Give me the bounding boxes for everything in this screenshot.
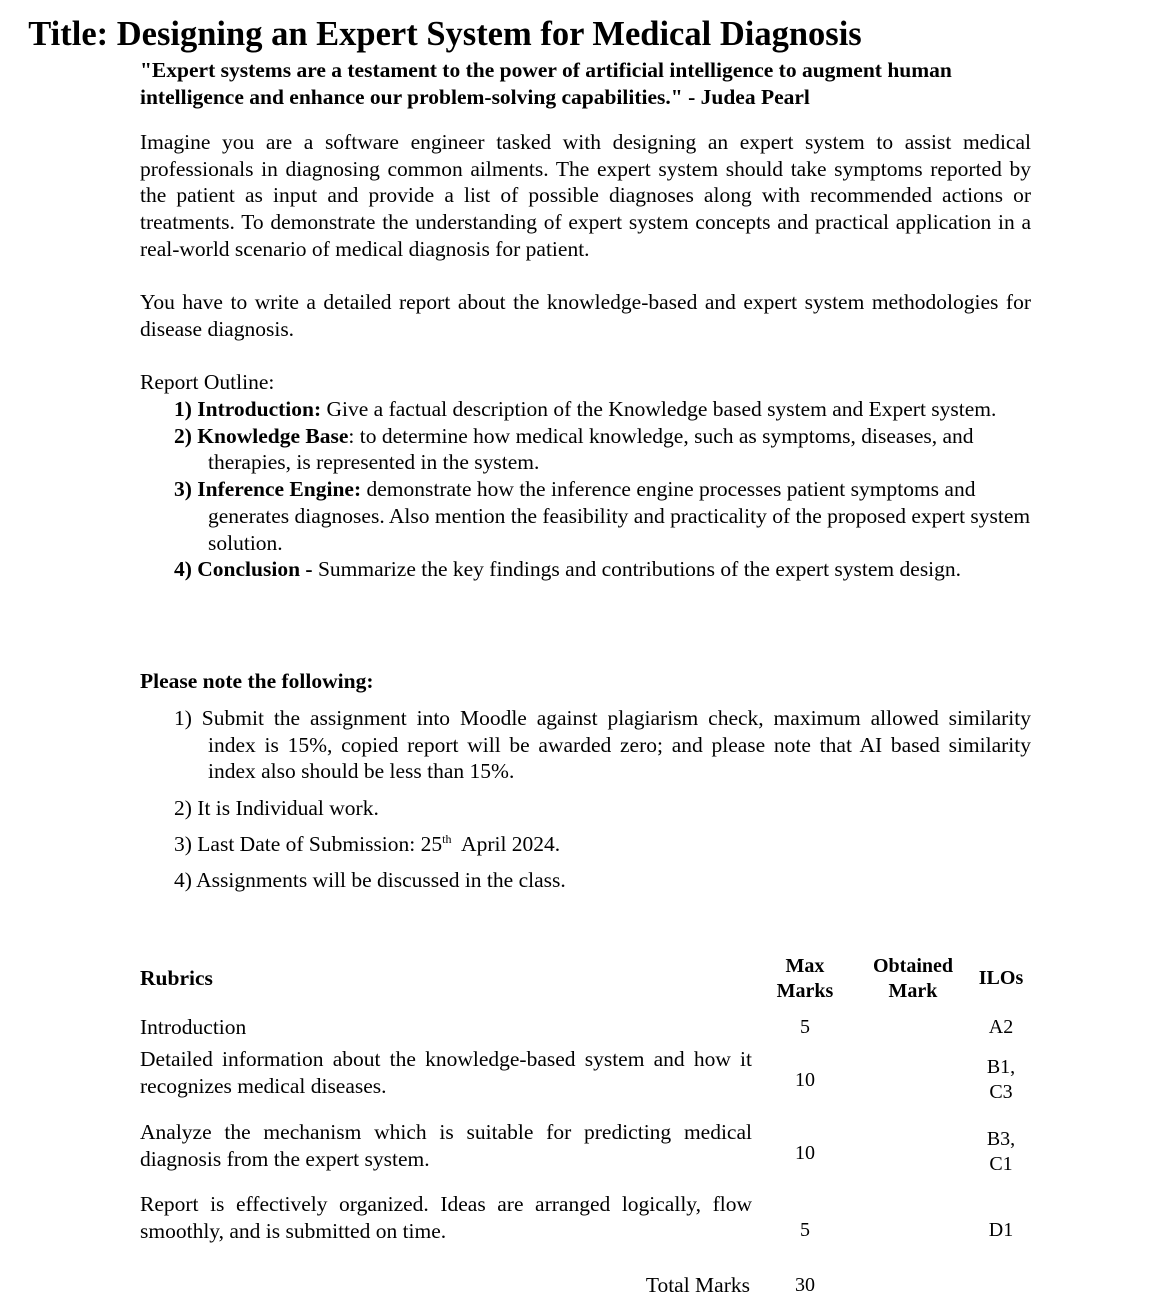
rubric-max-mark: 5 — [800, 1016, 810, 1038]
rubric-max-mark: 10 — [795, 1142, 815, 1164]
ordinal-suffix: th — [442, 831, 452, 846]
rubric-ilo — [970, 1015, 1032, 1040]
rubric-criteria: Report is effectively organized. Ideas are arranged logically, flow smoothly, and is submitted on time. — [140, 1192, 752, 1243]
rubric-criteria: Introduction — [140, 1015, 247, 1039]
notes-list — [174, 705, 1031, 903]
header-max-line1: Max — [785, 955, 825, 977]
rubric-ilo-line1: B1, — [986, 1056, 1016, 1078]
rubrics-header-max — [760, 954, 850, 1004]
outline-item-label: 2) Knowledge Base — [174, 423, 349, 448]
header-max-line2: Marks — [776, 980, 834, 1002]
task-paragraph: You have to write a detailed report about the knowledge-based and expert system methodologies for disease diagnosis. — [140, 290, 1031, 341]
rubric-ilo-line2: C1 — [989, 1153, 1013, 1175]
rubrics-header-obtained — [862, 954, 964, 1004]
rubric-max-mark: 10 — [795, 1069, 815, 1091]
header-obtained-line2: Mark — [888, 980, 938, 1002]
outline-item-text: demonstrate how the inference engine processes patient symptoms and generates diagnoses. Also mention the feasibility and practicality of the proposed expert system solution. — [208, 477, 1031, 555]
rubric-ilo-line2: C3 — [989, 1081, 1013, 1103]
epigraph-quote: "Expert systems are a testament to the power of artificial intelligence to augment human intelligence and enhance our problem-solving capabilities." - Judea Pearl — [140, 58, 952, 109]
rubric-ilo — [970, 1055, 1032, 1105]
rubrics-header-criteria: Rubrics — [140, 966, 213, 990]
outline-item — [174, 396, 1034, 423]
outline-item-text: : to determine how medical knowledge, such as symptoms, diseases, and therapies, is represented in the system. — [208, 423, 974, 475]
rubric-ilo — [970, 1218, 1032, 1243]
rubric-criteria: Analyze the mechanism which is suitable for predicting medical diagnosis from the expert system. — [140, 1120, 752, 1171]
rubric-max-mark: 5 — [800, 1219, 810, 1241]
rubric-ilo-line1: A2 — [988, 1016, 1014, 1038]
outline-item — [174, 476, 1034, 556]
outline-item-label: 4) Conclusion - — [174, 557, 313, 582]
rubric-ilo — [970, 1127, 1032, 1177]
outline-item-text: Give a factual description of the Knowledge based system and Expert system. — [321, 397, 997, 421]
deadline-date: April 2024. — [451, 831, 561, 856]
outline-item — [174, 423, 1034, 476]
report-outline-list — [174, 396, 1034, 583]
outline-item — [174, 556, 1034, 583]
note-item-deadline — [174, 831, 1031, 858]
outline-item-label: 1) Introduction: — [174, 397, 322, 421]
outline-item-text: Summarize the key findings and contributions of the expert system design. — [312, 557, 962, 582]
note-item: 2) It is Individual work. — [174, 795, 379, 820]
rubric-criteria: Detailed information about the knowledge-based system and how it recognizes medical diseases. — [140, 1047, 752, 1098]
rubrics-header-ilos: ILOs — [978, 967, 1024, 989]
page-title: Title: Designing an Expert System for Medical Diagnosis — [28, 15, 862, 53]
outline-item-label: 3) Inference Engine: — [174, 477, 362, 502]
header-obtained-line1: Obtained — [872, 955, 954, 977]
deadline-text: 3) Last Date of Submission: 25 — [174, 831, 443, 856]
scenario-paragraph: Imagine you are a software engineer tasked with designing an expert system to assist medical professionals in diagnosing common ailments. The expert system should take symptoms reported by the patient as input and provide a list of possible diagnoses along with recommended actions or treatments. To demonstrate the understanding of expert system concepts and practical application in a real-world scenario of medical diagnosis for patient. — [140, 130, 1031, 261]
note-item: 1) Submit the assignment into Moodle against plagiarism check, maximum allowed similarity index is 15%, copied report will be awarded zero; and please note that AI based similarity index also should be less than 15%. — [174, 706, 1031, 784]
notes-heading: Please note the following: — [140, 669, 374, 693]
rubric-ilo-line1: D1 — [988, 1219, 1014, 1241]
total-marks-label: Total Marks — [645, 1273, 750, 1297]
note-item: 4) Assignments will be discussed in the class. — [174, 868, 566, 893]
total-marks-value: 30 — [795, 1274, 815, 1296]
outline-heading: Report Outline: — [140, 370, 275, 394]
rubric-ilo-line1: B3, — [986, 1128, 1016, 1150]
